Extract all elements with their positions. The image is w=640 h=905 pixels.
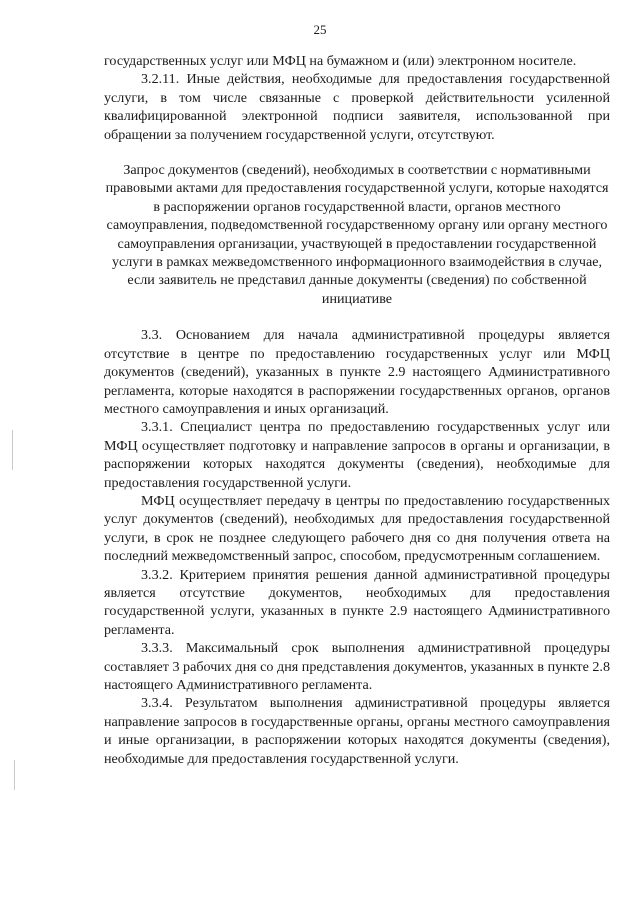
page-number: 25 [313, 22, 327, 37]
paragraph-3-3-3: 3.3.3. Максимальный срок выполнения административной процедуры составляет 3 рабочих дня со дня представления документов, указанных в пункте 2.8 настоящего Административного регламента. [104, 640, 610, 693]
scan-mark [14, 760, 15, 790]
paragraph-3-3: 3.3. Основанием для начала административной процедуры является отсутствие в центре по предоставлению государственных услуг или МФЦ документов (сведений), указанных в пункте 2.9 настоящего Административного регламента, которые находятся в распоряжении государственных органов, органов местного самоуправления и иных организаций. [104, 327, 610, 417]
paragraph-mfc: МФЦ осуществляет передачу в центры по предоставлению государственных услуг документов (сведений), необходимых для предоставления государственной услуги, в срок не позднее следующего рабочего дня со дня получения ответа на последний межведомственный запрос, способом, предусмотренным соглашением. [104, 492, 610, 565]
paragraph-3-3-2: 3.3.2. Критерием принятия решения данной административной процедуры является отсутствие документов, необходимых для предоставления государственной услуги, указанных в пункте 2.9 настоящего Административного регламента. [104, 566, 610, 638]
scan-mark [12, 430, 13, 470]
paragraph-3-2-11: 3.2.11. Иные действия, необходимые для предоставления государственной услуги, в том числе связанные с проверкой действительности усиленной квалифицированной электронной подписи заявителя, использованной при обращении за получением государственной услуги, отсутствуют. [104, 71, 610, 143]
paragraph-3-3-1: 3.3.1. Специалист центра по предоставлению государственных услуг или МФЦ осуществляет подготовку и направление запросов в органы и организации, в распоряжении которых находятся документы (сведения), необходимые для предоставления государственной услуги. [104, 419, 610, 491]
paragraph-continuation: государственных услуг или МФЦ на бумажном и (или) электронном носителе. [104, 53, 577, 69]
document-body [104, 52, 610, 768]
paragraph-3-3-4: 3.3.4. Результатом выполнения административной процедуры является направление запросов в государственные органы, органы местного самоуправления и иные организации, в распоряжении которых находятся документы (сведения), необходимые для предоставления государственной услуги. [104, 695, 610, 767]
section-heading: Запрос документов (сведений), необходимых в соответствии с нормативными правовыми актами для предоставления государственной услуги, которые находятся в распоряжении органов государственной власти, органов местного самоуправления, подведомственной государственному органу или органу местного самоуправления организации, участвующей в предоставлении государственной услуги в рамках межведомственного информационного взаимодействия в случае, если заявитель не представил данные документы (сведения) по собственной инициативе [105, 162, 609, 307]
